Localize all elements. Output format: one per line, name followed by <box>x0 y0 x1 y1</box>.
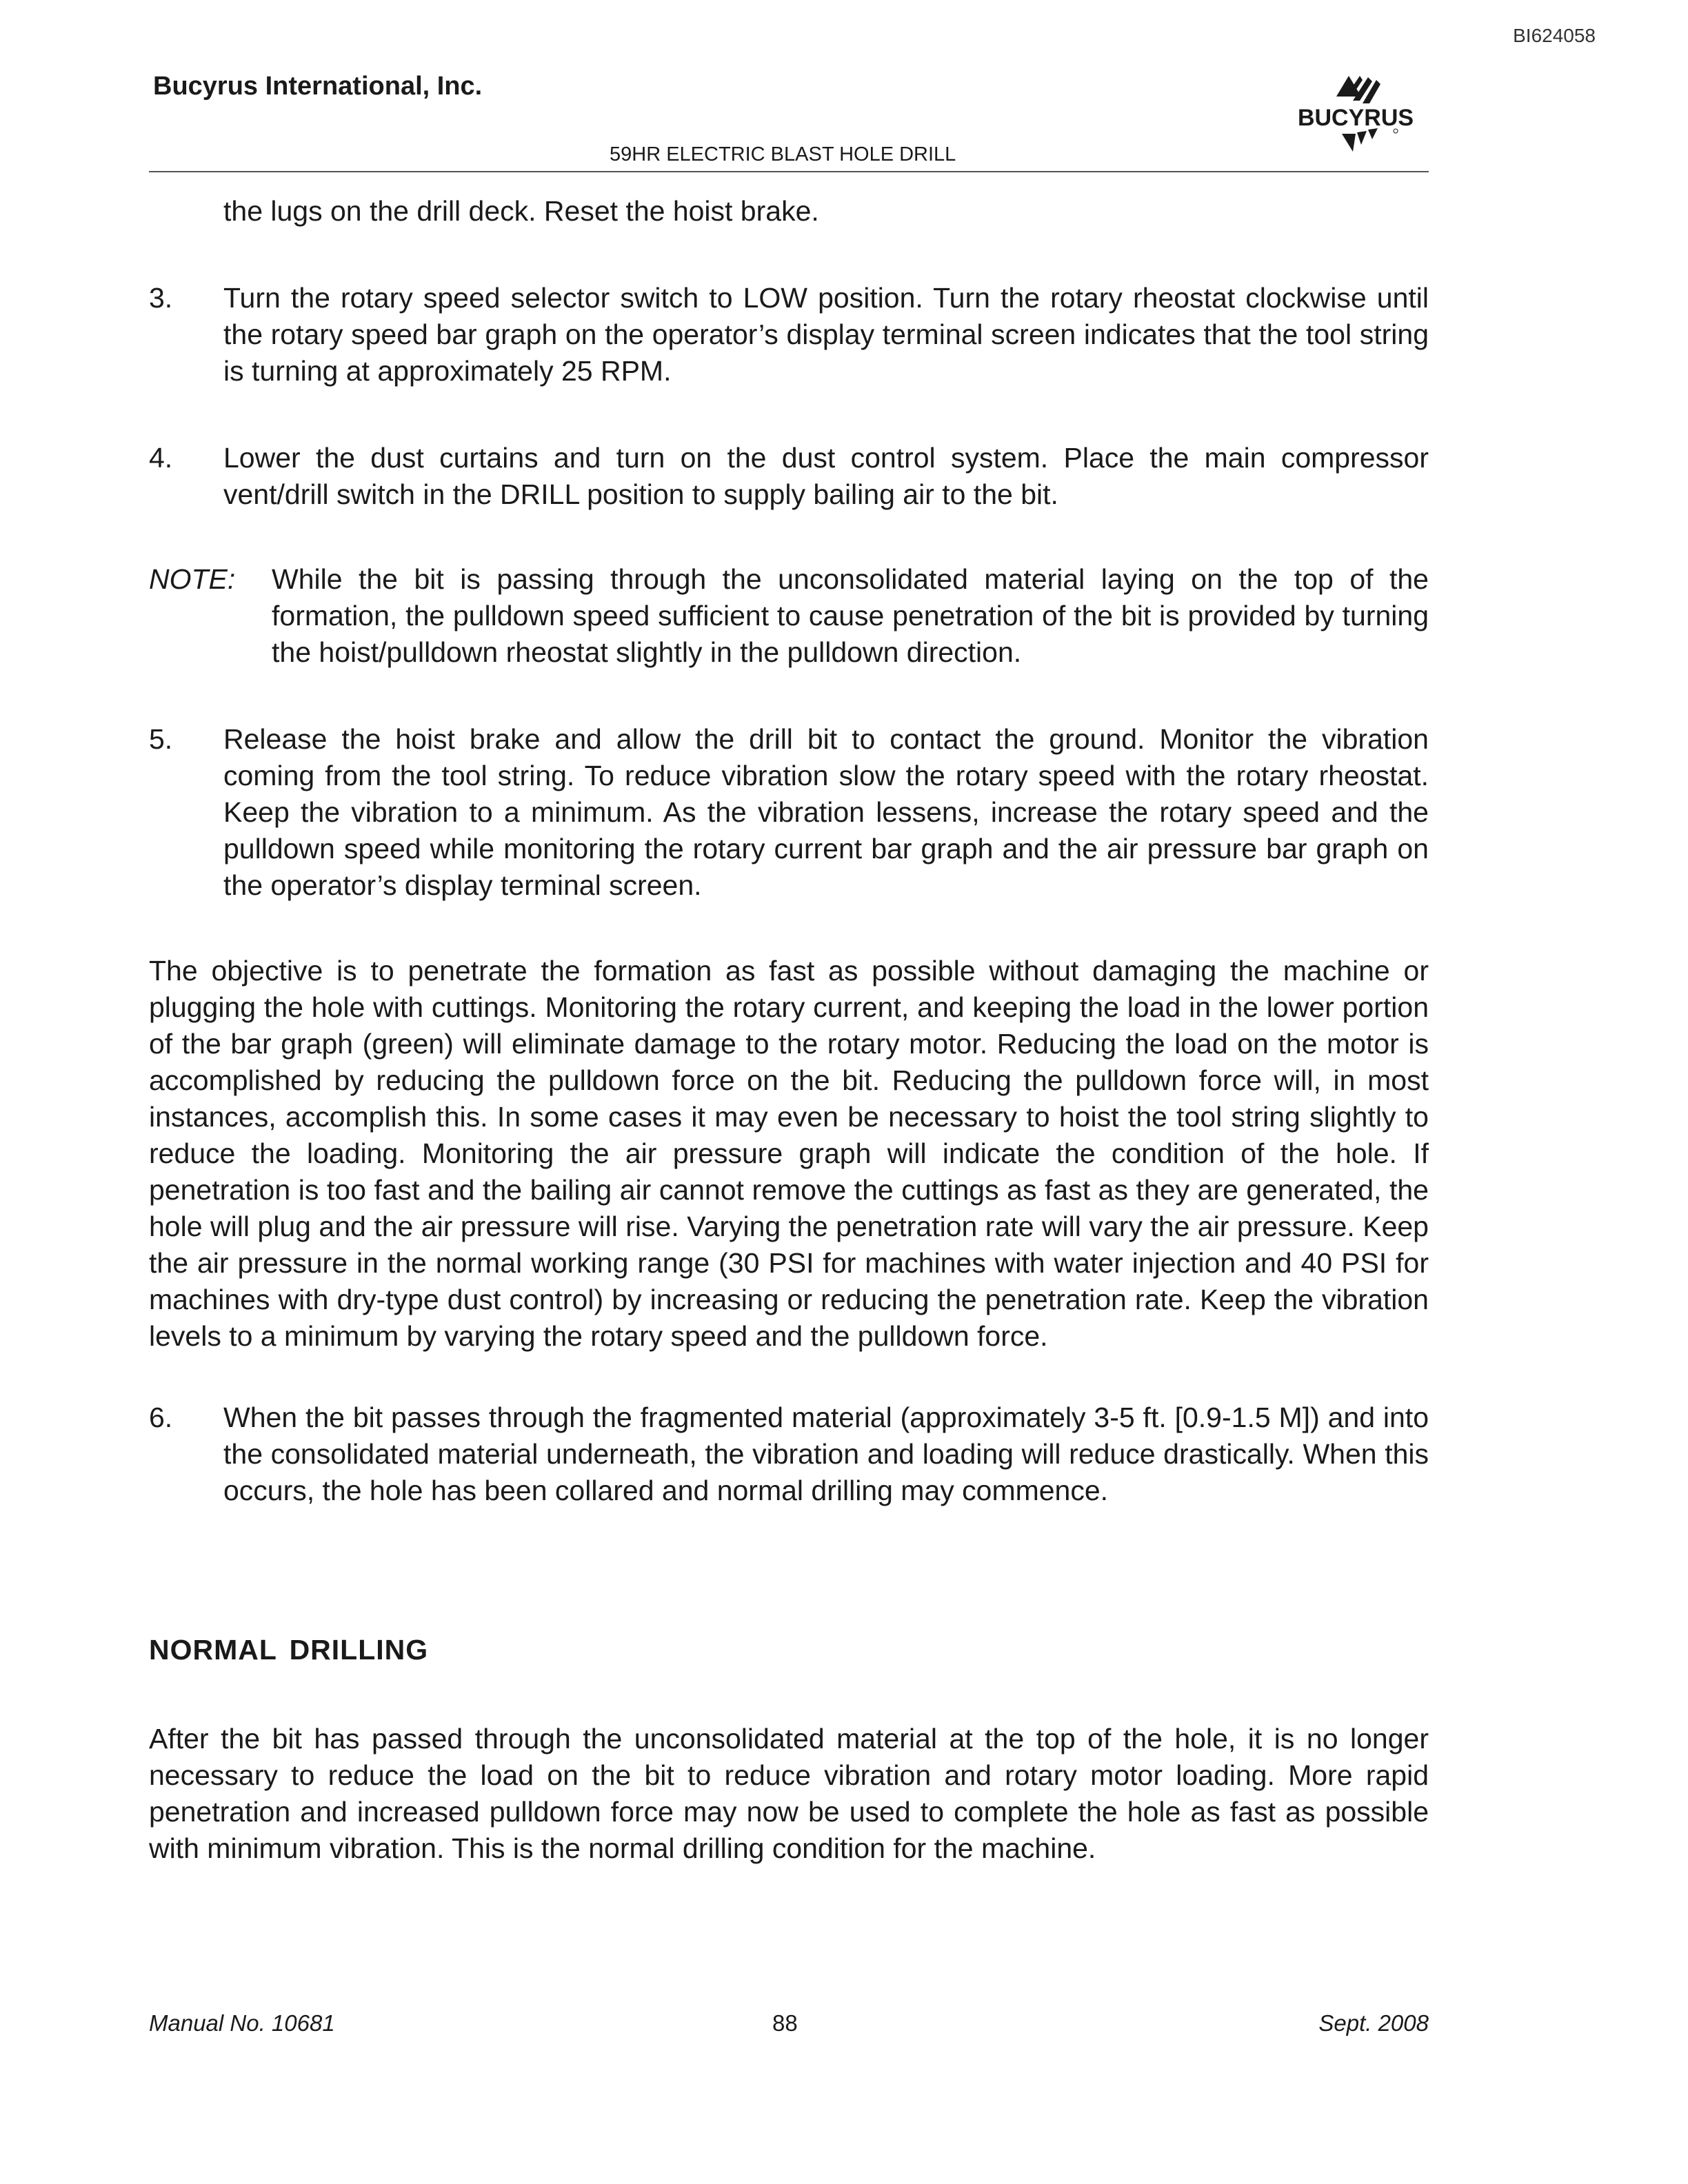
note-text: While the bit is passing through the unconsolidated material laying on the top of the formation, the pulldown speed sufficient to cause penetration of the bit is provided by turning the hoist/pulldown rheostat slightly in the pulldown direction. <box>272 563 1429 668</box>
document-id: BI624058 <box>1513 25 1596 46</box>
step-number: 6. <box>149 1402 173 1433</box>
objective-paragraph: The objective is to penetrate the formation as fast as possible without damaging the machine or plugging the hole with cuttings. Monitoring the rotary current, and keeping the load in the lower portion of the bar graph (green) will eliminate damage to the rotary motor. Reducing the load on the motor is accomplished by reducing the pulldown force on the bit. Reducing the pulldown force will, in most instances, accomplish this. In some cases it may even be necessary to hoist the tool string slightly to reduce the loading. Monitoring the air pressure graph will indicate the condition of the hole. If penetration is too fast and the bailing air cannot remove the cuttings as fast as they are generated, the hole will plug and the air pressure will rise. Varying the penetration rate will vary the air pressure. Keep the air pressure in the normal working range (30 PSI for machines with water injection and 40 PSI for machines with dry-type dust control) by increasing or reducing the penetration rate. Keep the vibration levels to a minimum by varying the rotary speed and the pulldown force. <box>149 955 1429 1352</box>
step-text: When the bit passes through the fragmented material (approximately 3-5 ft. [0.9-1.5 M]) and into the consolidated material underneath, the vibration and loading will reduce drastically. When this occurs, the hole has been collared and normal drilling may commence. <box>223 1402 1429 1506</box>
page-number: 88 <box>772 2010 798 2036</box>
step-text: Turn the rotary speed selector switch to LOW position. Turn the rotary rheostat clockwise until the rotary speed bar graph on the operator’s display terminal screen indicates that the tool string is turning at approximately 25 RPM. <box>223 282 1429 387</box>
step-number: 3. <box>149 282 173 314</box>
bucyrus-logo <box>1280 70 1431 153</box>
manual-number: Manual No. 10681 <box>149 2010 335 2036</box>
publication-date: Sept. 2008 <box>1318 2010 1429 2036</box>
step-text: Release the hoist brake and allow the drill bit to contact the ground. Monitor the vibration coming from the tool string. To reduce vibration slow the rotary speed with the rotary rheostat. Keep the vibration to a minimum. As the vibration lessens, increase the rotary speed and the pulldown speed while monitoring the rotary current bar graph and the air pressure bar graph on the operator’s display terminal screen. <box>223 723 1429 901</box>
company-name: Bucyrus International, Inc. <box>153 72 483 101</box>
continued-step-text: the lugs on the drill deck. Reset the hoist brake. <box>223 195 819 227</box>
logo-wordmark: BUCYRUS <box>1297 105 1414 131</box>
section-heading: NORMAL DRILLING <box>149 1634 429 1666</box>
header-rule <box>149 171 1429 172</box>
normal-drilling-paragraph: After the bit has passed through the unconsolidated material at the top of the hole, it is no longer necessary to reduce the load on the bit to reduce vibration and rotary motor loading. More rapid penetration and increased pulldown force may now be used to complete the hole as fast as possible with minimum vibration. This is the normal drilling condition for the machine. <box>149 1723 1429 1864</box>
manual-subtitle: 59HR ELECTRIC BLAST HOLE DRILL <box>610 143 956 165</box>
step-text: Lower the dust curtains and turn on the dust control system. Place the main compressor vent/drill switch in the DRILL position to supply bailing air to the bit. <box>223 442 1429 510</box>
step-number: 4. <box>149 442 173 474</box>
note-label: NOTE: <box>149 563 236 595</box>
step-number: 5. <box>149 723 173 755</box>
